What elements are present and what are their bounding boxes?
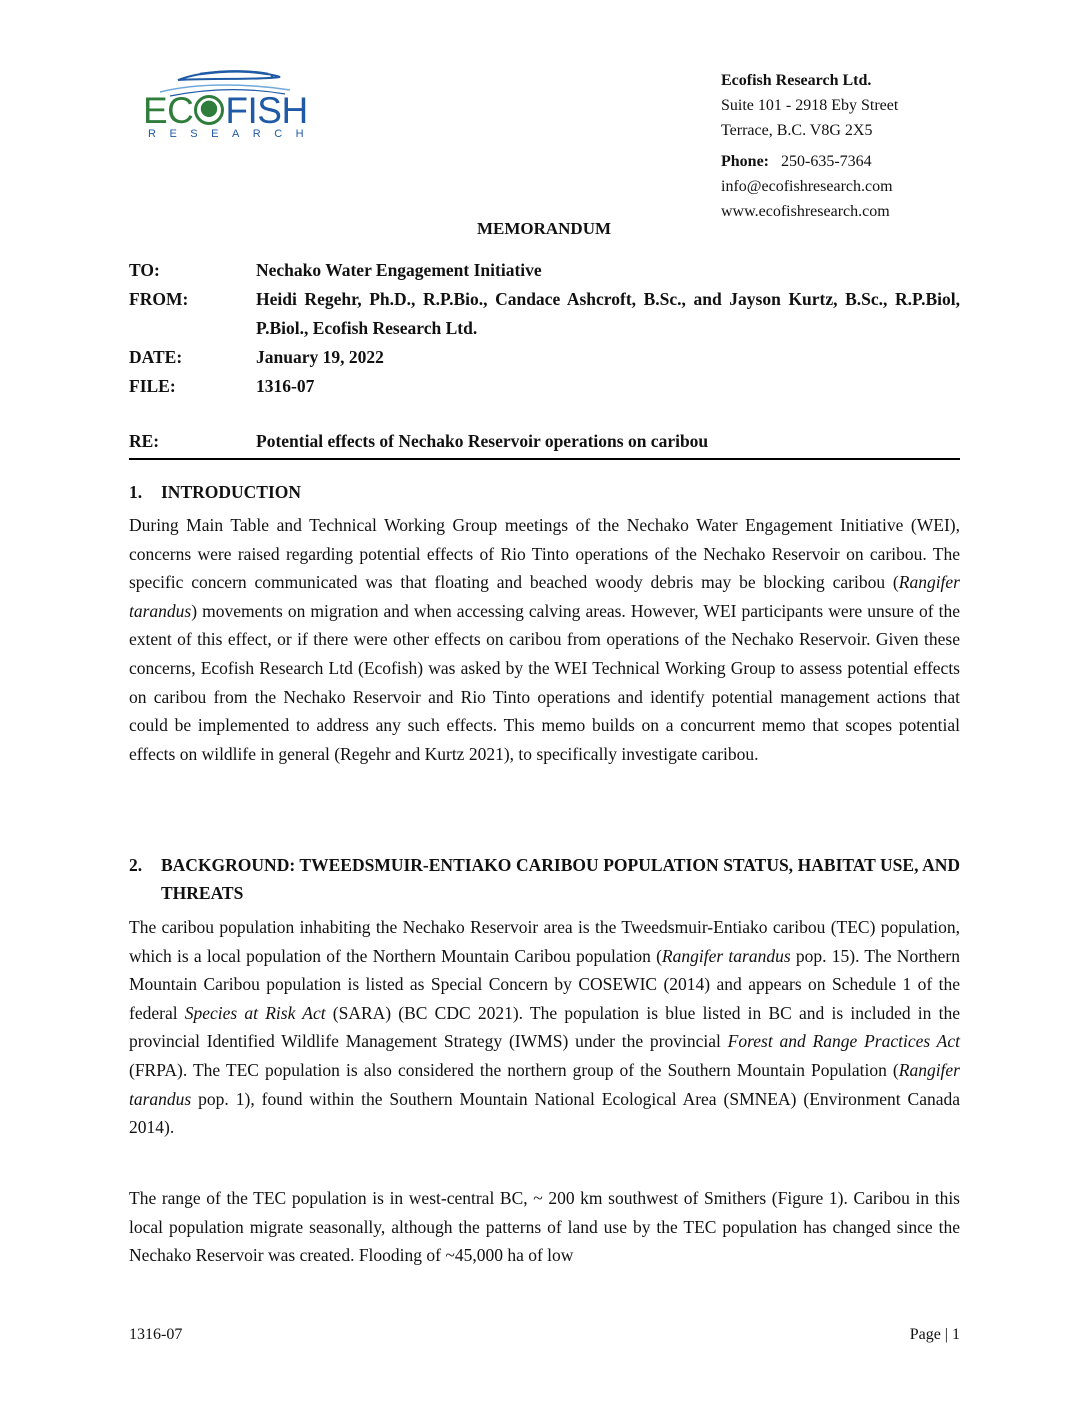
logo-wordmark: EC FISH (143, 90, 308, 131)
page-footer (129, 1326, 960, 1344)
field-value: Heidi Regehr, Ph.D., R.P.Bio., Candace Ashcroft, B.Sc., and Jayson Kurtz, B.Sc., R.P.Biol, P.Biol., Ecofish Research Ltd. (256, 289, 960, 338)
address-line-1: Suite 101 - 2918 Eby Street (721, 97, 899, 114)
header-divider (129, 458, 960, 460)
company-name: Ecofish Research Ltd. (721, 72, 872, 89)
field-label: FILE: (129, 376, 176, 396)
field-value: Potential effects of Nechako Reservoir operations on caribou (256, 431, 709, 451)
logo-subtitle: RESEARCH (148, 128, 318, 140)
file-field (129, 372, 960, 401)
phone-line (721, 149, 898, 174)
date-field (129, 343, 960, 372)
field-value: January 19, 2022 (256, 347, 384, 367)
to-field (129, 256, 960, 285)
field-label: TO: (129, 260, 160, 280)
background-paragraph-1: The caribou population inhabiting the Nechako Reservoir area is the Tweedsmuir-Entiako caribou (TEC) population, which is a local population of the Northern Mountain Caribou population (Rangifer tarandus pop. 15). The Northern Mountain Caribou population is listed as Special Concern by COSEWIC (2014) and appears on Schedule 1 of the federal Species at Risk Act (SARA) (BC CDC 2021). The population is blue listed in BC and is included in the provincial Identified Wildlife Management Strategy (IWMS) under the provincial Forest and Range Practices Act (FRPA). The TEC population is also considered the northern group of the Southern Mountain Population (Rangifer tarandus pop. 1), found within the Southern Mountain National Ecological Area (SMNEA) (Environment Canada 2014). (129, 917, 960, 1138)
tree-globe-icon (194, 95, 224, 125)
field-label: RE: (129, 431, 160, 451)
ecofish-logo (140, 68, 330, 144)
field-value: Nechako Water Engagement Initiative (256, 260, 542, 280)
page-number: Page | 1 (909, 1326, 960, 1343)
field-label: FROM: (129, 289, 189, 309)
field-label: DATE: (129, 347, 183, 367)
email[interactable]: info@ecofishresearch.com (721, 178, 893, 195)
memo-title: MEMORANDUM (476, 219, 612, 238)
website[interactable]: www.ecofishresearch.com (721, 203, 890, 220)
re-field (129, 427, 960, 456)
company-address-block (721, 68, 898, 224)
section-heading-introduction: 1. INTRODUCTION (129, 482, 302, 502)
section-heading-background: 2. BACKGROUND: TWEEDSMUIR-ENTIAKO CARIBOU POPULATION STATUS, HABITAT USE, AND THREATS (129, 855, 960, 903)
footer-file-number: 1316-07 (129, 1326, 183, 1343)
memo-header-fields (129, 256, 960, 401)
phone-number: 250-635-7364 (781, 153, 872, 170)
address-line-2: Terrace, B.C. V8G 2X5 (721, 122, 873, 139)
background-paragraph-2: The range of the TEC population is in west-central BC, ~ 200 km southwest of Smithers (Figure 1). Caribou in this local population migrate seasonally, although the patterns of land use by the TEC population has changed since the Nechako Reservoir was created. Flooding of ~45,000 ha of low (129, 1188, 960, 1266)
from-field (129, 285, 960, 343)
field-value: 1316-07 (256, 376, 315, 396)
phone-label: Phone: (721, 153, 769, 170)
intro-paragraph: During Main Table and Technical Working Group meetings of the Nechako Water Engagement Initiative (WEI), concerns were raised regarding potential effects of Rio Tinto operations of the Nechako Reservoir on caribou. The specific concern communicated was that floating and beached woody debris may be blocking caribou (Rangifer tarandus) movements on migration and when accessing calving areas. However, WEI participants were unsure of the extent of this effect, or if there were other effects on caribou from operations of the Nechako Reservoir. Given these concerns, Ecofish Research Ltd (Ecofish) was asked by the WEI Technical Working Group to assess potential effects on caribou from the Nechako Reservoir and Rio Tinto operations and identify potential management actions that could be implemented to address any such effects. This memo builds on a concurrent memo that scopes potential effects on wildlife in general (Regehr and Kurtz 2021), to specifically investigate caribou. (129, 515, 960, 764)
